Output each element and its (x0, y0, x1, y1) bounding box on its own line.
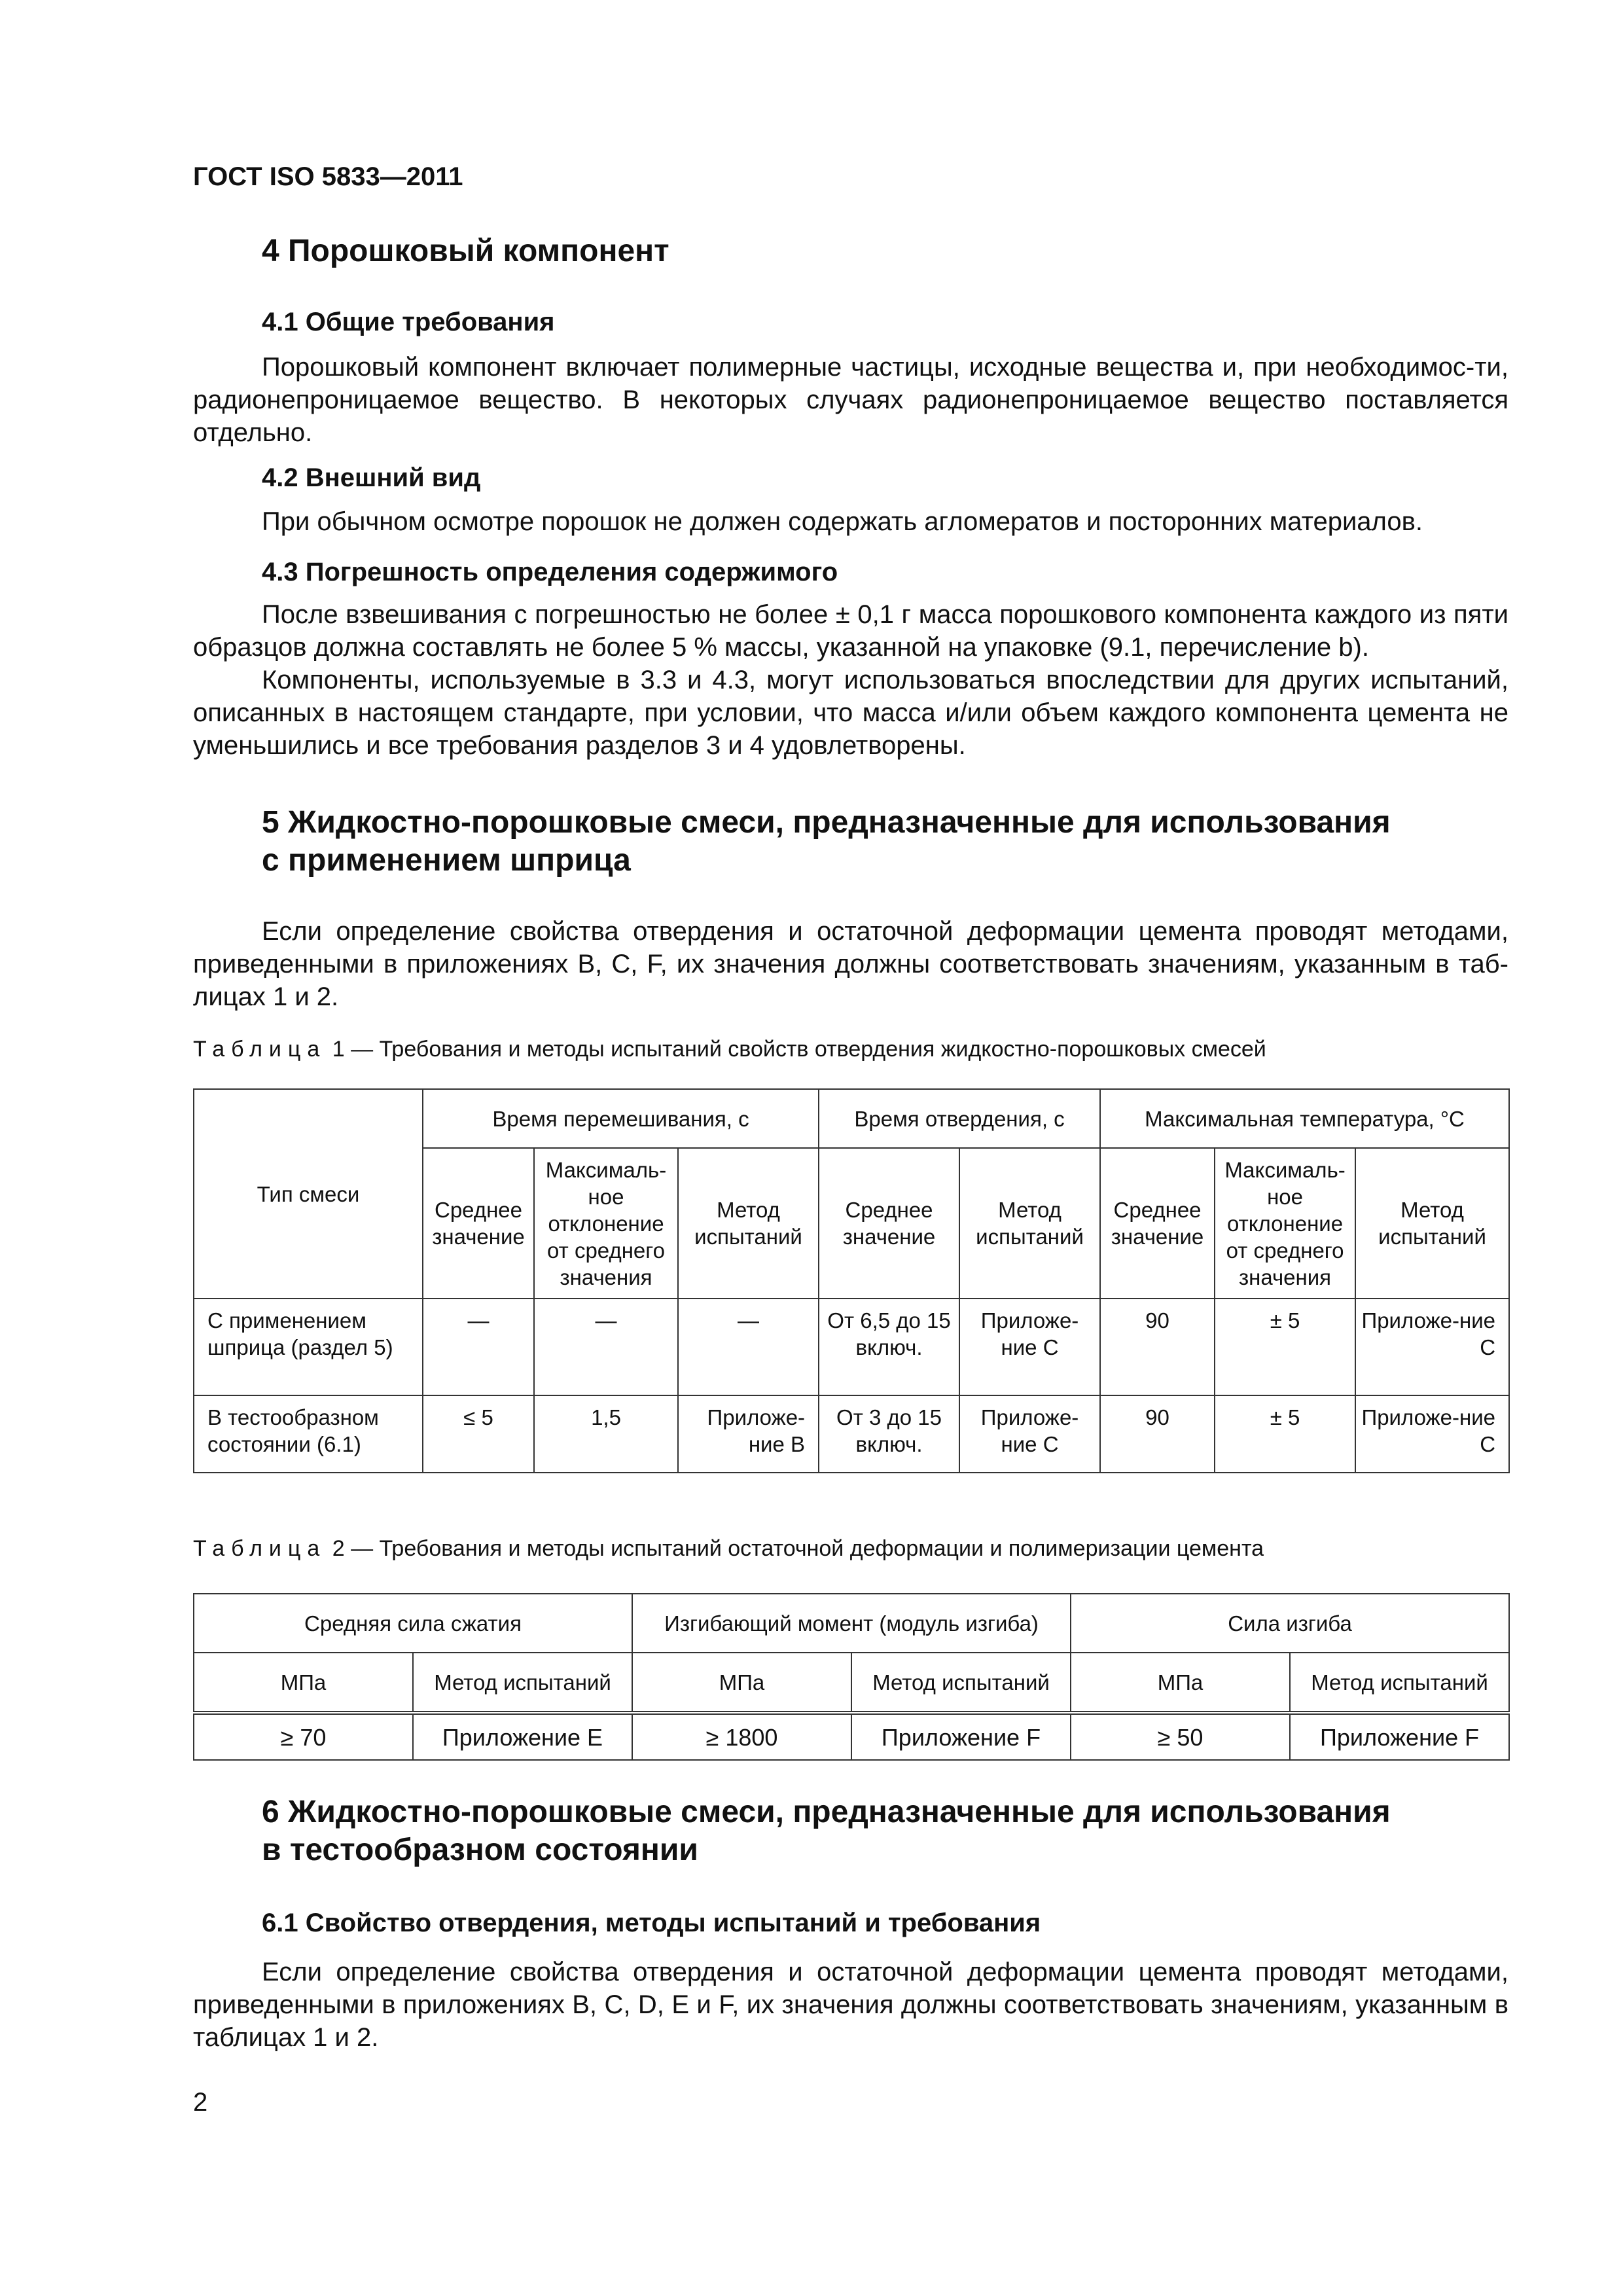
table-2-sub-method: Метод испытаний (1290, 1653, 1509, 1713)
table-2-sub-unit: МПа (632, 1653, 851, 1713)
table-1-cell-type: В тестообразном состоянии (6.1) (194, 1395, 423, 1473)
table-1-cell-mix-mean: ≤ 5 (423, 1395, 534, 1473)
table-1-sub-temp-maxdev: Максималь-ное отклонение от среднего значения (1215, 1148, 1355, 1299)
table-1-cell-temp-method: Приложе-ние С (1355, 1395, 1509, 1473)
section-4-1-text (193, 351, 1508, 449)
section-5-title-line-1: 5 Жидкостно-порошковые смеси, предназначенные для использования (262, 805, 1391, 840)
section-4-1-text-content: Порошковый компонент включает полимерные частицы, исходные вещества и, при необходимос-ти, радионепроницаемое вещество. В некоторых случаях радионепроницаемое вещество поставляется отдельно. (193, 353, 1508, 447)
table-2 (193, 1593, 1510, 1761)
section-5-text-content: Если определение свойства отвердения и остаточной деформации цемента проводят методами, приведенными в приложениях B, C, F, их значения должны соответствовать значениям, указанным в таб-лицах 1 и 2. (193, 917, 1508, 1011)
table-1-header-max-temp: Максимальная температура, °С (1100, 1089, 1509, 1148)
table-1-cell-mix-mean: — (423, 1299, 534, 1395)
section-4-1-title: 4.1 Общие требования (262, 308, 555, 336)
table-1-cell-set-method: Приложе-ние С (959, 1395, 1100, 1473)
section-4-2-text-content: При обычном осмотре порошок не должен содержать агломератов и посторонних материалов. (262, 507, 1423, 536)
section-6-title-line-2: в тестообразном состоянии (262, 1833, 698, 1867)
table-1-sub-mix-mean: Среднее значение (423, 1148, 534, 1299)
section-4-3-text-1 (193, 598, 1508, 664)
table-1-header-type: Тип смеси (194, 1089, 423, 1299)
table-1-sub-temp-method: Метод испытаний (1355, 1148, 1509, 1299)
table-2-sub-unit: МПа (194, 1653, 413, 1713)
table-2-header-row-1 (194, 1594, 1509, 1653)
section-6-1-title: 6.1 Свойство отвердения, методы испытаний и требования (262, 1909, 1041, 1937)
section-4-3-text-2 (193, 664, 1508, 762)
section-6-title-line-1: 6 Жидкостно-порошковые смеси, предназначенные для использования (262, 1795, 1391, 1829)
table-1-header-set-time: Время отвердения, с (819, 1089, 1100, 1148)
table-1-header-mix-time: Время перемешивания, с (423, 1089, 819, 1148)
page-number: 2 (193, 2088, 208, 2117)
table-2-cell-moment-val: ≥ 1800 (632, 1713, 851, 1760)
table-2-sub-method: Метод испытаний (413, 1653, 632, 1713)
table-1-cell-temp-dev: ± 5 (1215, 1299, 1355, 1395)
document-code-header: ГОСТ ISO 5833—2011 (193, 162, 463, 191)
section-6-1-text (193, 1956, 1508, 2054)
section-4-2-text (193, 505, 1508, 538)
table-2-sub-unit: МПа (1071, 1653, 1290, 1713)
table-1-cell-temp-mean: 90 (1100, 1395, 1215, 1473)
table-1-cell-set-mean: От 6,5 до 15 включ. (819, 1299, 959, 1395)
table-2-header-moment: Изгибающий момент (модуль изгиба) (632, 1594, 1071, 1653)
table-1-cell-mix-dev: 1,5 (534, 1395, 678, 1473)
table-1-header-row-1 (194, 1089, 1509, 1148)
table-1-cell-set-mean: От 3 до 15 включ. (819, 1395, 959, 1473)
table-1-sub-temp-mean: Среднее значение (1100, 1148, 1215, 1299)
table-1 (193, 1088, 1510, 1473)
table-2-caption (193, 1536, 1264, 1562)
table-1-cell-temp-dev: ± 5 (1215, 1395, 1355, 1473)
table-2-caption-rest: 2 — Требования и методы испытаний остаточной деформации и полимеризации цемента (326, 1536, 1264, 1561)
table-row (194, 1395, 1509, 1473)
table-1-cell-mix-method: Приложе-ние В (678, 1395, 819, 1473)
section-4-title: 4 Порошковый компонент (262, 234, 669, 268)
table-2-cell-moment-method: Приложение F (851, 1713, 1071, 1760)
section-4-3-text-2-content: Компоненты, используемые в 3.3 и 4.3, могут использоваться впоследствии для других испытаний, описанных в настоящем стандарте, при условии, что масса и/или объем каждого компонента цемента не уменьшились и все требования разделов 3 и 4 удовлетворены. (193, 666, 1508, 760)
table-1-caption (193, 1037, 1266, 1062)
table-1-sub-set-method: Метод испытаний (959, 1148, 1100, 1299)
section-4-3-text-1-content: После взвешивания с погрешностью не более ± 0,1 г масса порошкового компонента каждого из пяти образцов должна составлять не более 5 % массы, указанной на упаковке (9.1, перечисление b). (193, 600, 1508, 662)
table-1-caption-word: Таблица (193, 1037, 327, 1062)
table-1-cell-mix-method: — (678, 1299, 819, 1395)
section-4-2-title: 4.2 Внешний вид (262, 463, 481, 492)
table-2-header-compress: Средняя сила сжатия (194, 1594, 632, 1653)
table-1-sub-set-mean: Среднее значение (819, 1148, 959, 1299)
table-2-cell-compress-val: ≥ 70 (194, 1713, 413, 1760)
table-1-sub-mix-method: Метод испытаний (678, 1148, 819, 1299)
table-1-cell-set-method: Приложе-ние С (959, 1299, 1100, 1395)
table-2-cell-compress-method: Приложение Е (413, 1713, 632, 1760)
table-2-caption-word: Таблица (193, 1536, 327, 1561)
section-4-3-title: 4.3 Погрешность определения содержимого (262, 558, 838, 586)
section-6-title (262, 1793, 1505, 1869)
table-row (194, 1299, 1509, 1395)
section-5-title (262, 804, 1505, 880)
section-6-1-text-content: Если определение свойства отвердения и остаточной деформации цемента проводят методами, приведенными в приложениях B, C, D, E и F, их значения должны соответствовать значениям, указанным в таблицах 1 и 2. (193, 1958, 1508, 2052)
table-2-header-bend: Сила изгиба (1071, 1594, 1509, 1653)
table-2-cell-bend-val: ≥ 50 (1071, 1713, 1290, 1760)
section-5-title-line-2: с применением шприца (262, 843, 631, 878)
table-1-cell-temp-method: Приложе-ние С (1355, 1299, 1509, 1395)
table-1-caption-rest: 1 — Требования и методы испытаний свойств отвердения жидкостно-порошковых смесей (326, 1037, 1266, 1062)
table-2-header-row-2 (194, 1653, 1509, 1713)
table-1-cell-mix-dev: — (534, 1299, 678, 1395)
table-1-sub-mix-maxdev: Максималь-ное отклонение от среднего значения (534, 1148, 678, 1299)
table-1-cell-temp-mean: 90 (1100, 1299, 1215, 1395)
table-2-sub-method: Метод испытаний (851, 1653, 1071, 1713)
table-1-cell-type: С применением шприца (раздел 5) (194, 1299, 423, 1395)
table-row (194, 1713, 1509, 1760)
table-2-cell-bend-method: Приложение F (1290, 1713, 1509, 1760)
section-5-text (193, 915, 1508, 1013)
